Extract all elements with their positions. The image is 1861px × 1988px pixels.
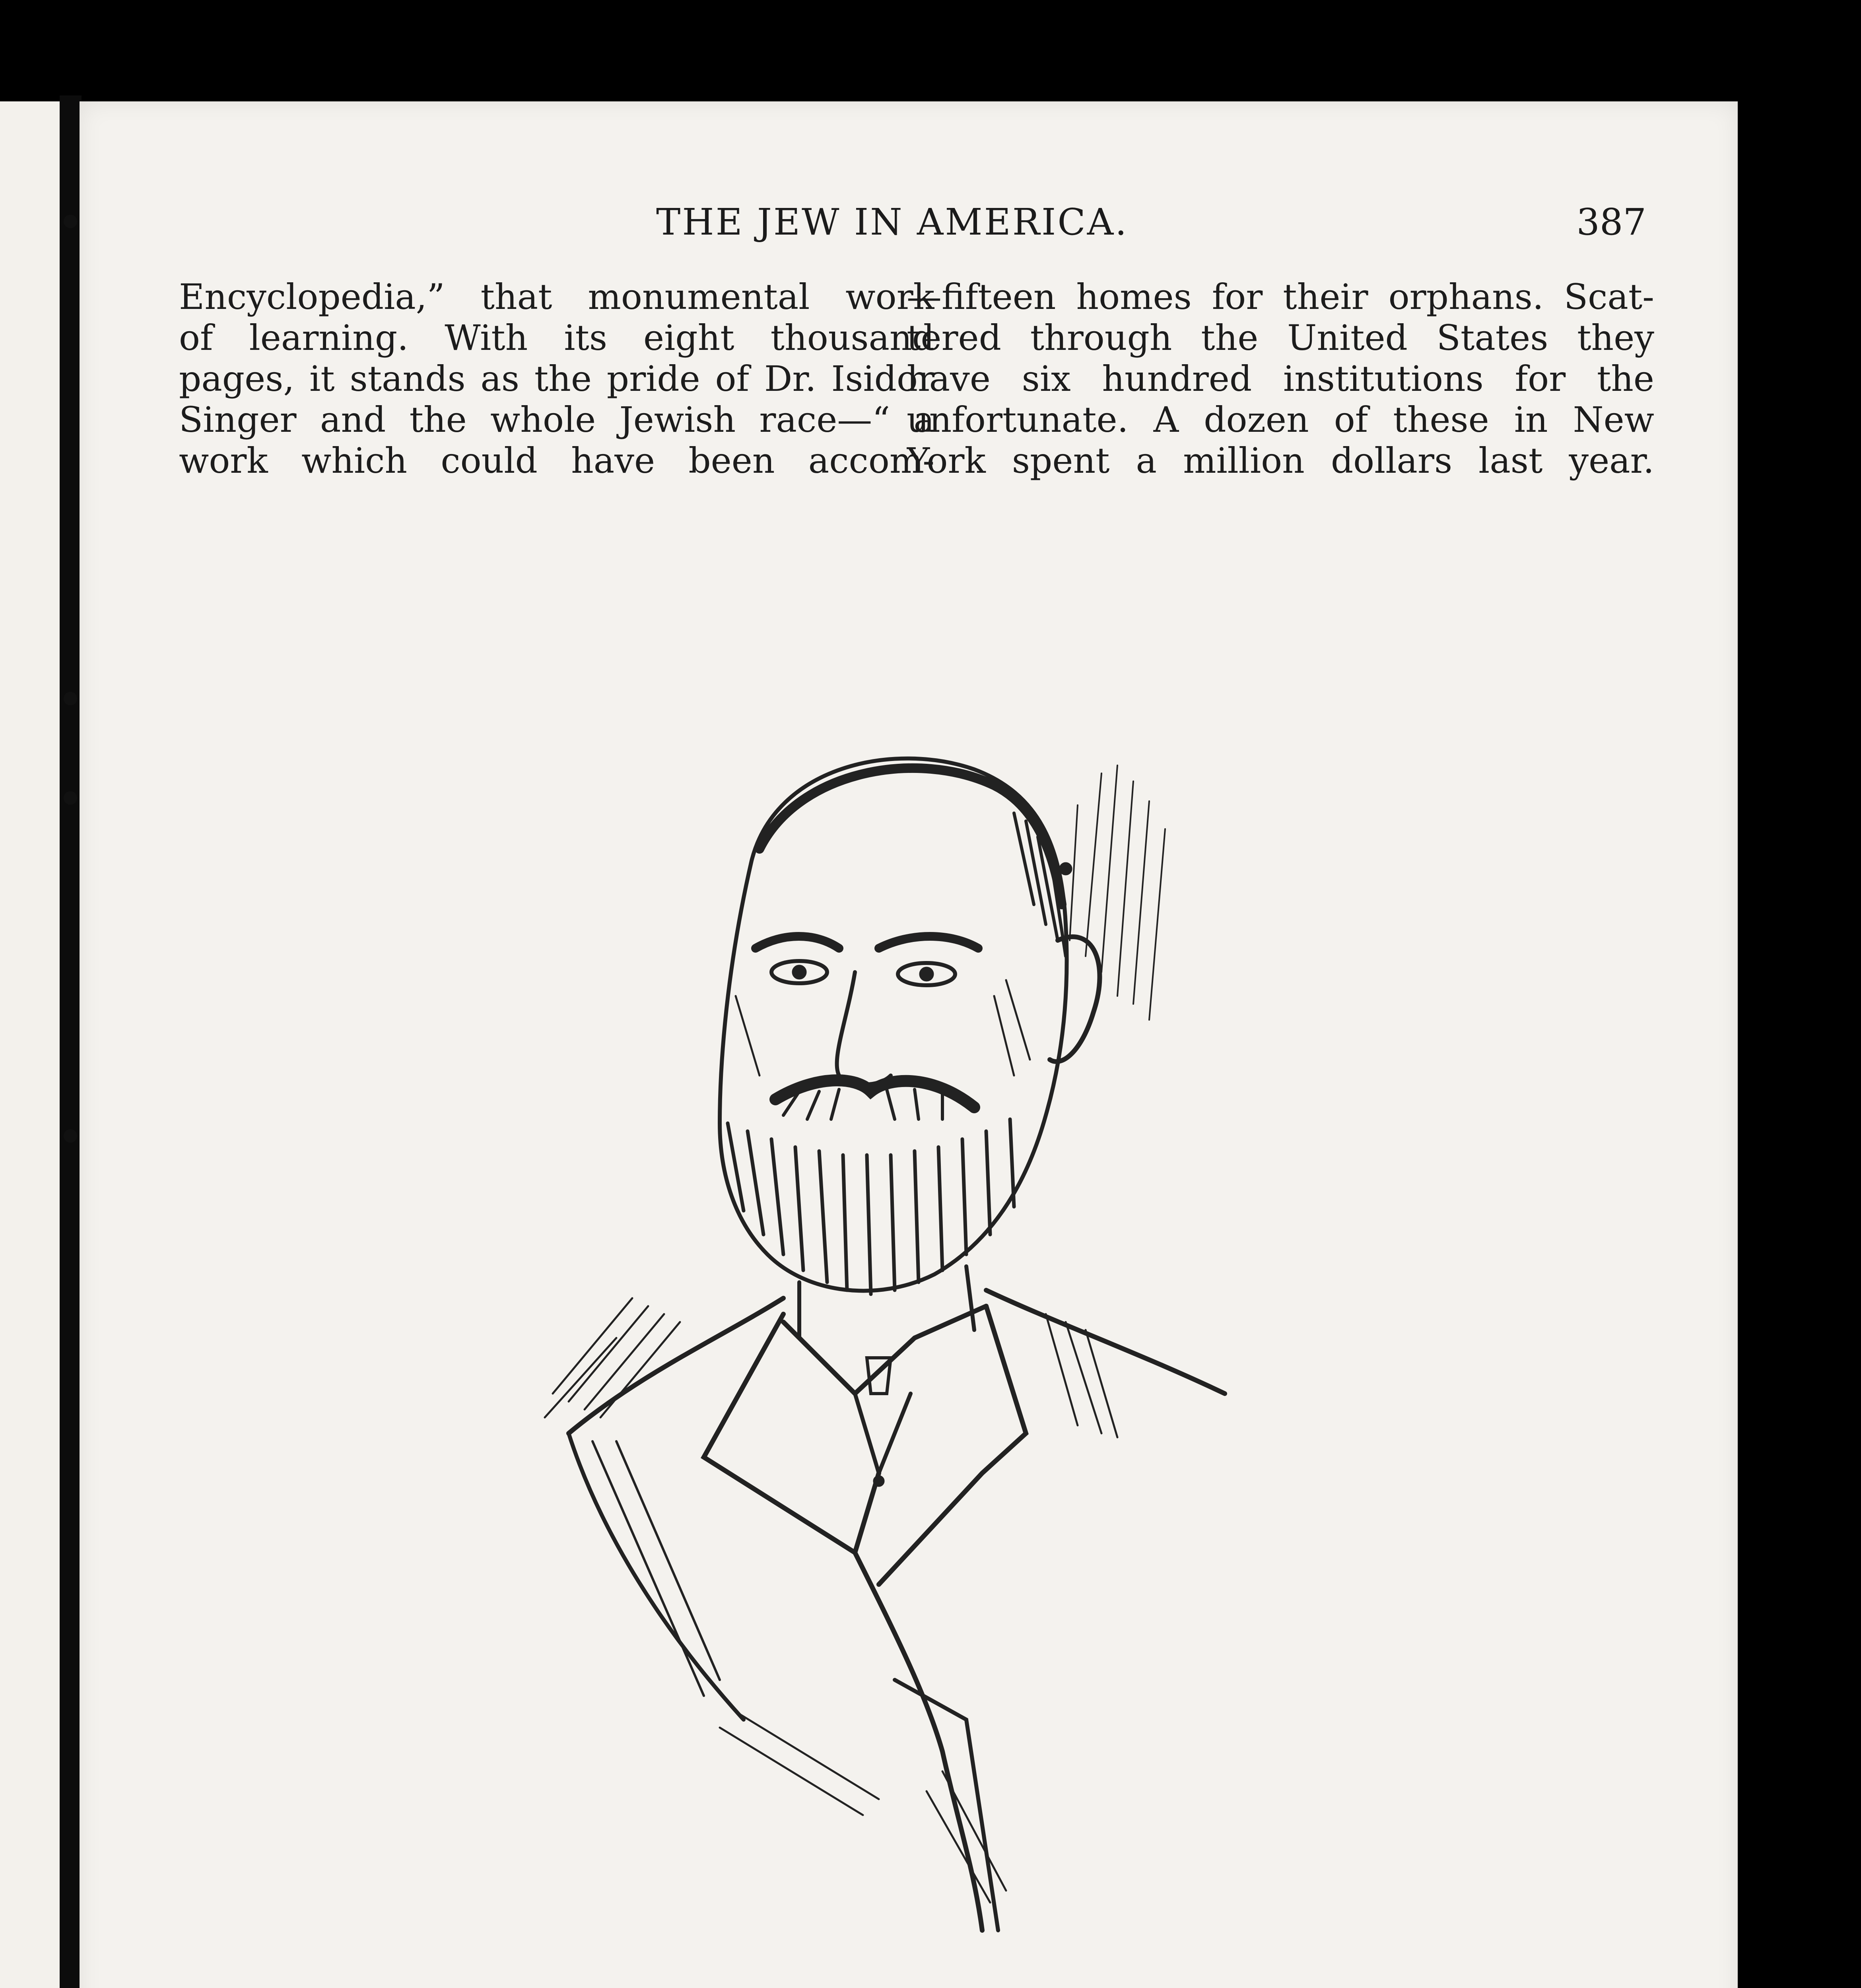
text-line: —fifteen homes for their orphans. Scat- [907, 276, 1654, 317]
top-right-column [907, 276, 1654, 481]
text-line: Encyclopedia,” that monumental work [179, 276, 934, 317]
facing-page-edge [0, 101, 60, 1988]
text-line: York spent a million dollars last year. [907, 440, 1654, 481]
text-line: Singer and the whole Jewish race—“ a [179, 399, 934, 440]
portrait-illustration [497, 718, 1332, 1970]
book-page [80, 101, 1738, 1988]
page-number: 387 [1576, 201, 1646, 243]
top-left-column [179, 276, 934, 481]
text-line: tered through the United States they [907, 317, 1654, 358]
binding-mark [64, 791, 77, 805]
text-line: have six hundred institutions for the [907, 358, 1654, 399]
page-header [80, 201, 1738, 252]
text-line: of learning. With its eight thousand [179, 317, 934, 358]
text-line: work which could have been accom- [179, 440, 934, 481]
running-head: THE JEW IN AMERICA. [656, 201, 1129, 243]
binding-mark [64, 692, 77, 705]
binding-mark [64, 215, 77, 228]
binding-mark [64, 1129, 77, 1143]
book-spine [60, 95, 82, 1988]
text-line: unfortunate. A dozen of these in New [907, 399, 1654, 440]
text-line: pages, it stands as the pride of Dr. Isidor [179, 358, 934, 399]
